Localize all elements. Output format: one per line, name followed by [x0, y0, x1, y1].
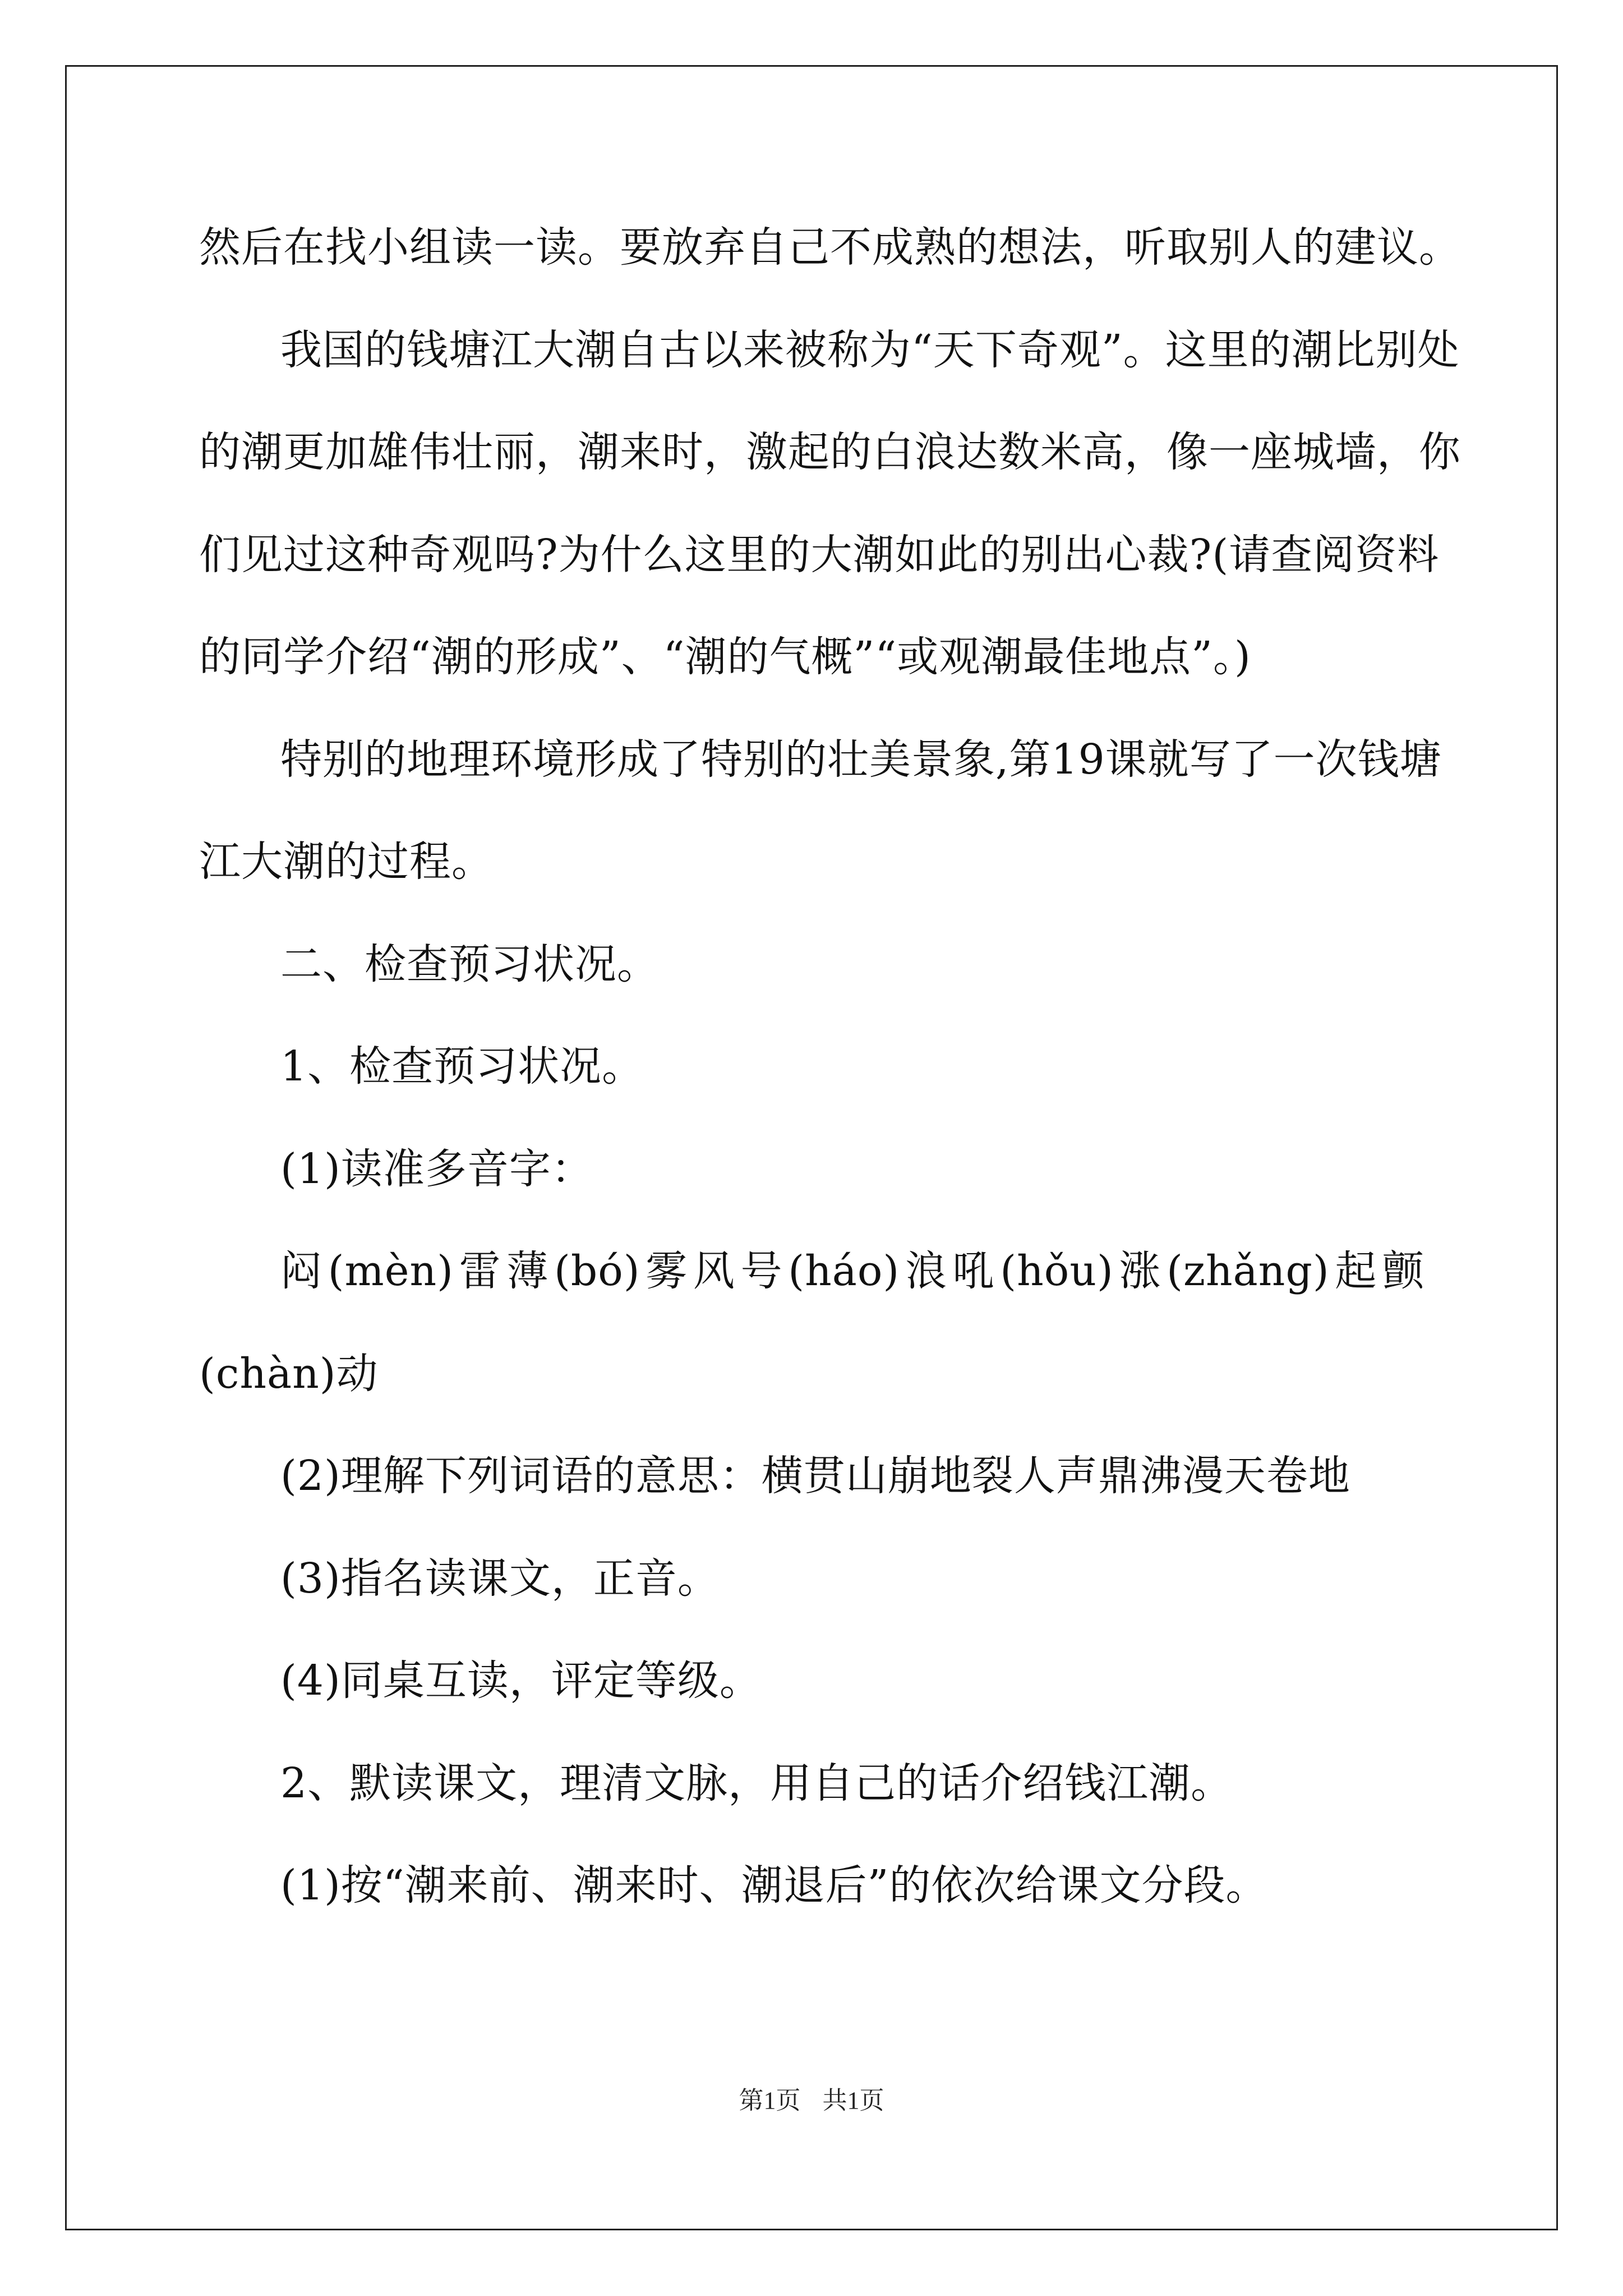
text-line-7: 江大潮的过程。 [199, 838, 494, 886]
text-line-6: 特别的地理环境形成了特别的壮美景象,第19课就写了一次钱塘 [280, 735, 1442, 784]
subsection-heading-2: 2、默读课文，理清文脉，用自己的话介绍钱江潮。 [280, 1759, 1233, 1807]
pinyin-line-2: (chàn)动 [199, 1350, 379, 1398]
item-2: (2)理解下列词语的意思：横贯山崩地裂人声鼎沸漫天卷地 [280, 1452, 1350, 1500]
page-total: 共1页 [822, 2087, 884, 2114]
page-number: 第1页 [739, 2087, 801, 2114]
item-5: (1)按“潮来前、潮来时、潮退后”的依次给课文分段。 [280, 1861, 1268, 1910]
text-line-1: 然后在找小组读一读。要放弃自己不成熟的想法，听取别人的建议。 [199, 223, 1461, 272]
text-line-5: 的同学介绍“潮的形成”、“潮的气概”“或观潮最佳地点”。) [199, 633, 1251, 681]
text-line-4: 们见过这种奇观吗?为什么这里的大潮如此的别出心裁?(请查阅资料 [199, 531, 1440, 579]
text-line-2: 我国的钱塘江大潮自古以来被称为“天下奇观”。这里的潮比别处 [280, 326, 1460, 374]
text-line-3: 的潮更加雄伟壮丽，潮来时，激起的白浪达数米高，像一座城墙，你 [199, 428, 1461, 476]
section-heading-2: 二、检查预习状况。 [280, 940, 659, 988]
item-3: (3)指名读课文，正音。 [280, 1554, 720, 1603]
page-footer [0, 2084, 1623, 2118]
item-4: (4)同桌互读，评定等级。 [280, 1657, 762, 1705]
pinyin-line-1: 闷(mèn)雷薄(bó)雾风号(háo)浪吼(hǒu)涨(zhǎng)起颤 [280, 1247, 1424, 1295]
subsection-heading-1: 1、检查预习状况。 [280, 1042, 644, 1091]
item-1: (1)读准多音字： [280, 1145, 593, 1193]
